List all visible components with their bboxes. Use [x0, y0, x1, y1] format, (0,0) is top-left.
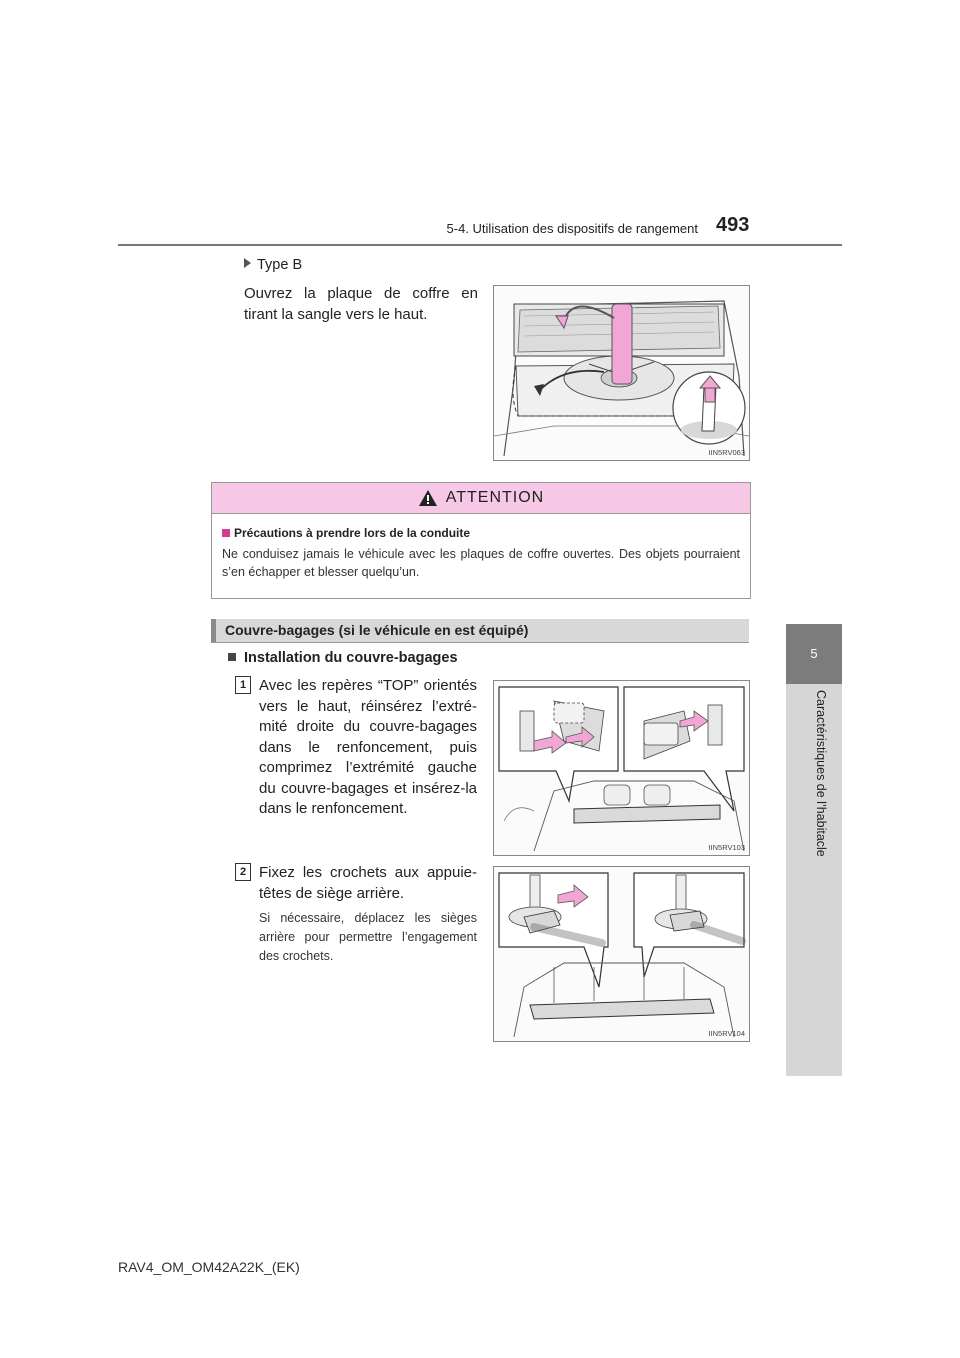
subheading-text: Installation du couvre-bagages — [244, 650, 458, 666]
section-heading-bar — [211, 619, 749, 643]
figure-code: IIN5RV103 — [708, 843, 745, 852]
step-number-1: 1 — [235, 676, 251, 694]
type-bullet — [244, 257, 302, 273]
install-cover-illustration — [494, 681, 749, 855]
step-2-text: Fixez les crochets aux appuie-têtes de siège arrière. — [259, 864, 477, 902]
page-number: 493 — [716, 214, 750, 236]
type-b-instruction: Ouvrez la plaque de coffre en tirant la sangle vers le haut. — [244, 285, 478, 323]
square-bullet-icon — [228, 653, 236, 661]
header-rule — [118, 244, 842, 246]
attention-box — [211, 482, 751, 599]
figure-attach-hooks — [493, 866, 750, 1042]
section-title: Couvre-bagages (si le véhicule en est équipé) — [225, 622, 529, 638]
triangle-bullet-icon — [244, 258, 251, 268]
attention-title-text: Précautions à prendre lors de la conduite — [234, 526, 471, 540]
step-1-text: Avec les repères “TOP” orientés vers le haut, réinsérez l’extré-mité droite du couvre-bagages dans le renfoncement, puis comprimez l’extrémité gauche du couvre-bagages et insérez-la dans le renfoncement. — [259, 677, 477, 817]
attach-hooks-illustration — [494, 867, 749, 1041]
attention-heading: ATTENTION — [445, 489, 545, 506]
trunk-plate-illustration — [494, 286, 749, 460]
attention-header — [212, 483, 750, 514]
step-2-note: Si nécessaire, déplacez les sièges arrière pour permettre l’engagement des crochets. — [259, 911, 477, 963]
subheading — [228, 650, 458, 666]
type-bullet-label: Type B — [257, 257, 303, 273]
document-code: RAV4_OM_OM42A22K_(EK) — [118, 1259, 300, 1275]
section-accent — [211, 619, 216, 642]
header-section-title: 5-4. Utilisation des dispositifs de rangement — [446, 221, 698, 236]
chapter-tab-number: 5 — [786, 624, 842, 684]
figure-code: IIN5RV104 — [708, 1029, 745, 1038]
attention-text: Ne conduisez jamais le véhicule avec les plaques de coffre ouvertes. Des objets pourraient s’en échapper et blesser quelqu’un. — [222, 547, 740, 579]
figure-trunk-plate — [493, 285, 750, 461]
attention-title — [222, 526, 740, 540]
warning-icon — [418, 489, 438, 507]
step-number-2: 2 — [235, 863, 251, 881]
pink-square-bullet-icon — [222, 529, 230, 537]
figure-code: IIN5RV063 — [708, 448, 745, 457]
figure-install-cover — [493, 680, 750, 856]
chapter-tab-label: Caractéristiques de l’habitacle — [814, 690, 828, 857]
